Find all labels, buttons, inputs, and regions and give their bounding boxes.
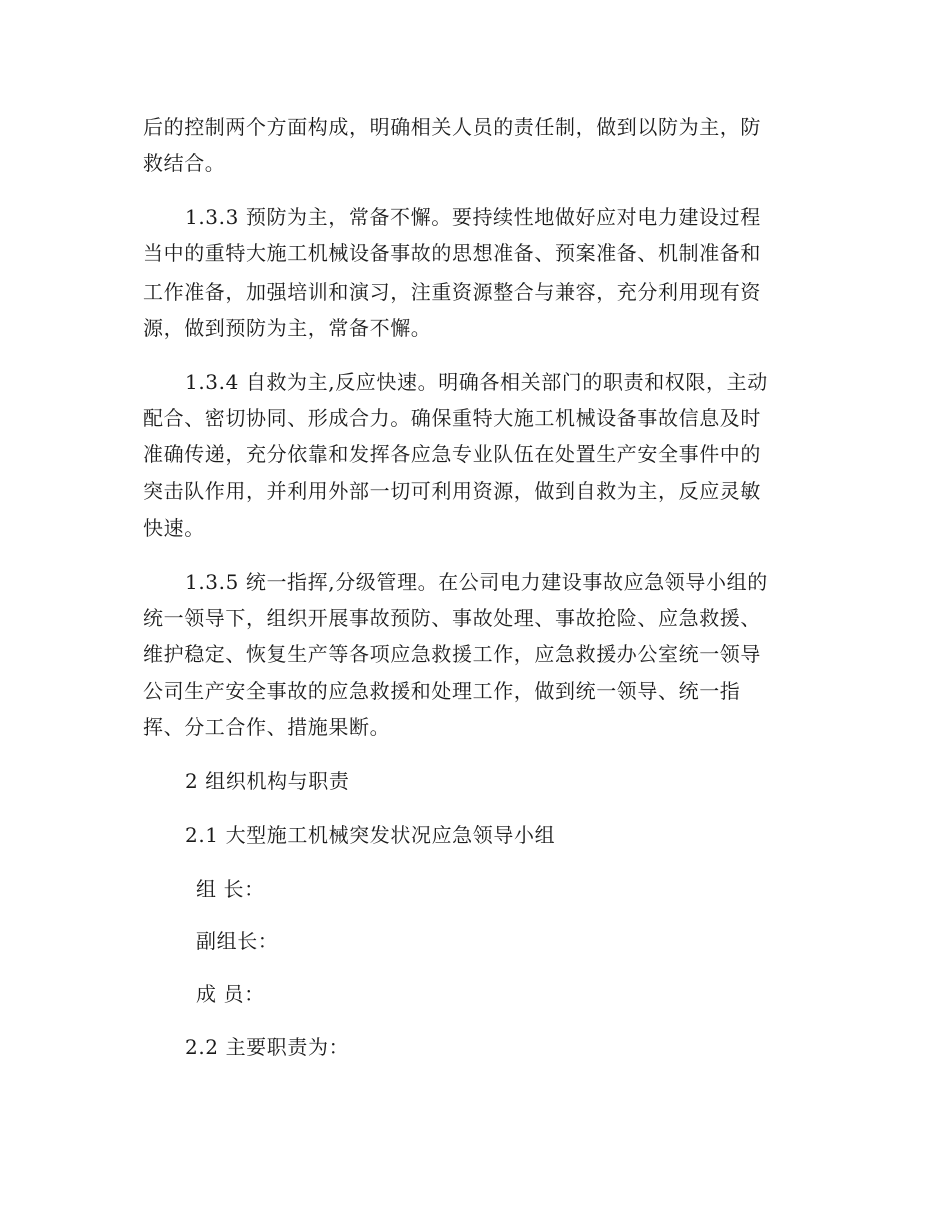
text-line: 配合、密切协同、形成合力。确保重特大施工机械设备事故信息及时 <box>143 406 761 430</box>
text-line: 维护稳定、恢复生产等各项应急救援工作，应急救援办公室统一领导 <box>143 642 761 666</box>
text-line: 工作准备，加强培训和演习，注重资源整合与兼容，充分利用现有资 <box>143 280 761 304</box>
members-label: 成 员： <box>196 982 265 1006</box>
text-line: 后的控制两个方面构成，明确相关人员的责任制，做到以防为主，防 <box>143 115 761 139</box>
leader-label: 组 长： <box>196 877 265 901</box>
text-line: 准确传递，充分依靠和发挥各应急专业队伍在处置生产安全事件中的 <box>143 442 761 466</box>
text-line: 源，做到预防为主，常备不懈。 <box>143 316 432 340</box>
section-2-heading: 2 组织机构与职责 <box>185 769 350 793</box>
section-1-3-3-heading-line: 1.3.3 预防为主，常备不懈。要持续性地做好应对电力建设过程 <box>185 205 761 229</box>
text-line: 当中的重特大施工机械设备事故的思想准备、预案准备、机制准备和 <box>143 241 761 265</box>
text-line: 公司生产安全事故的应急救援和处理工作，做到统一领导、统一指 <box>143 679 741 703</box>
text-line: 统一领导下，组织开展事故预防、事故处理、事故抢险、应急救援、 <box>143 606 761 630</box>
section-1-3-5-heading-line: 1.3.5 统一指挥,分级管理。在公司电力建设事故应急领导小组的 <box>185 570 768 594</box>
text-line: 突击队作用，并利用外部一切可利用资源，做到自救为主，反应灵敏 <box>143 479 761 503</box>
text-line: 挥、分工合作、措施果断。 <box>143 715 391 739</box>
section-2-2-heading: 2.2 主要职责为： <box>185 1035 350 1059</box>
section-2-1-heading: 2.1 大型施工机械突发状况应急领导小组 <box>185 823 556 847</box>
deputy-leader-label: 副组长： <box>196 929 279 953</box>
text-line: 快速。 <box>143 516 205 540</box>
text-line: 救结合。 <box>143 151 226 175</box>
section-1-3-4-heading-line: 1.3.4 自救为主,反应快速。明确各相关部门的职责和权限，主动 <box>185 370 768 394</box>
